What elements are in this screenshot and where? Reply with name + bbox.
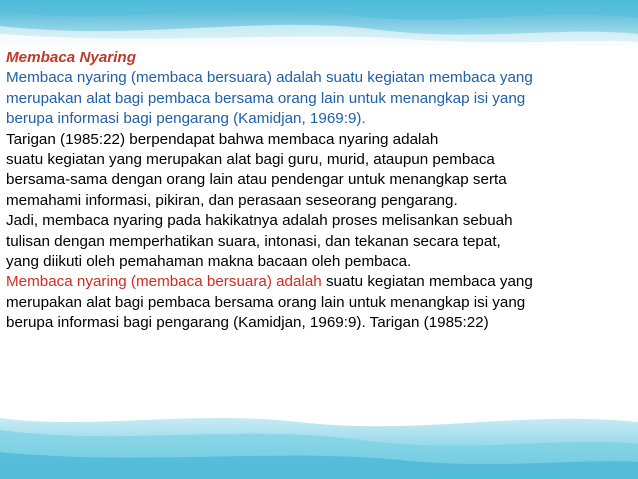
conclusion-line-1: Jadi, membaca nyaring pada hakikatnya adalah proses melisankan sebuah — [6, 212, 513, 230]
quote-line-2: merupakan alat bagi pembaca bersama orang lain untuk menangkap isi yang — [6, 89, 526, 107]
summary-line-3: berupa informasi bagi pengarang (Kamidjan, 1969:9). Tarigan (1985:22) — [6, 314, 489, 332]
tarigan-line-4: memahami informasi, pikiran, dan perasaan seseorang pengarang. — [6, 191, 458, 209]
slide-title: Membaca Nyaring — [6, 49, 136, 66]
tarigan-line-3: bersama-sama dengan orang lain atau pendengar untuk menangkap serta — [6, 171, 507, 189]
tarigan-line-1: Tarigan (1985:22) berpendapat bahwa membaca nyaring adalah — [6, 130, 439, 148]
summary-line-1-rest: suatu kegiatan membaca yang — [321, 273, 533, 291]
conclusion-line-2: tulisan dengan memperhatikan suara, intonasi, dan tekanan secara tepat, — [6, 232, 501, 250]
summary-line-1 — [6, 272, 634, 292]
bottom-wave-background — [0, 400, 638, 479]
conclusion-line-3: yang diikuti oleh pemahaman makna bacaan oleh pembaca. — [6, 253, 412, 271]
slide-content — [6, 48, 634, 334]
top-wave-background — [0, 0, 638, 46]
quote-line-3: berupa informasi bagi pengarang (Kamidjan, 1969:9). — [6, 110, 366, 128]
tarigan-line-2: suatu kegiatan yang merupakan alat bagi guru, murid, ataupun pembaca — [6, 151, 495, 169]
summary-highlight: Membaca nyaring (membaca bersuara) adalah — [6, 273, 322, 291]
quote-line-1: Membaca nyaring (membaca bersuara) adalah suatu kegiatan membaca yang — [6, 69, 533, 87]
summary-line-2: merupakan alat bagi pembaca bersama orang lain untuk menangkap isi yang — [6, 293, 526, 311]
